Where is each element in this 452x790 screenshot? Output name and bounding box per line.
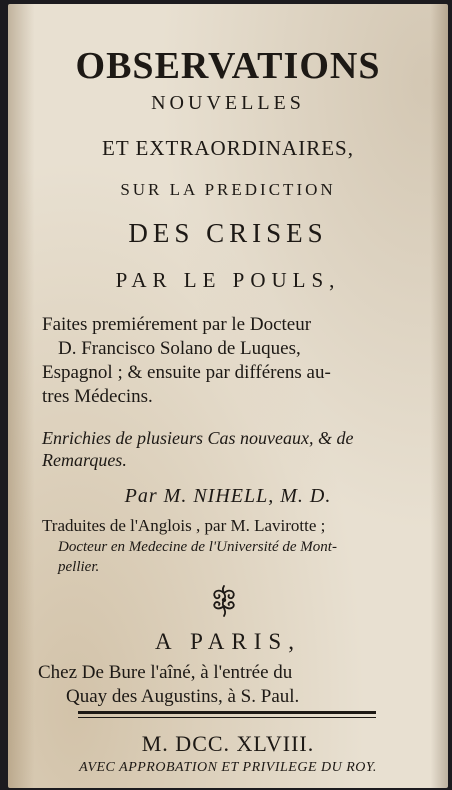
imprint-publisher-1: Chez De Bure l'aîné, à l'entrée du — [38, 662, 293, 683]
enrichies-line-1: Enrichies de plusieurs Cas nouveaux, & de — [42, 428, 354, 448]
imprint-publisher-2: Quay des Augustins, à S. Paul. — [66, 686, 300, 707]
title-line-extraordinaires: ET EXTRAORDINAIRES, — [102, 136, 354, 160]
title-line-pouls: PAR LE POULS, — [115, 268, 341, 292]
double-rule-bottom — [78, 717, 376, 718]
imprint-privilege: AVEC APPROBATION ET PRIVILEGE DU ROY. — [79, 760, 377, 775]
body-line-1: Faites premiérement par le Docteur — [42, 314, 312, 335]
enrichies-line-2: Remarques. — [42, 450, 127, 470]
double-rule-top — [78, 711, 376, 714]
body-line-4: tres Médecins. — [42, 386, 153, 407]
translator-line-1: Traduites de l'Anglois , par M. Lavirotte ; — [42, 516, 326, 535]
title-line-crises: DES CRISES — [128, 218, 328, 248]
author-line: Par M. NIHELL, M. D. — [124, 485, 332, 507]
imprint-city: A PARIS, — [155, 629, 301, 654]
book-title: OBSERVATIONS — [75, 45, 381, 87]
body-line-2: D. Francisco Solano de Luques, — [58, 338, 301, 359]
body-line-3: Espagnol ; & ensuite par différens au- — [42, 362, 331, 383]
translator-line-3: pellier. — [58, 559, 100, 575]
title-line-nouvelles: NOUVELLES — [151, 92, 305, 114]
translator-line-2: Docteur en Medecine de l'Université de Mont- — [58, 539, 337, 555]
imprint-year: M. DCC. XLVIII. — [141, 731, 315, 756]
title-line-prediction: SUR LA PREDICTION — [120, 180, 336, 199]
title-page — [8, 4, 448, 788]
fleuron-ornament-icon — [208, 584, 240, 618]
